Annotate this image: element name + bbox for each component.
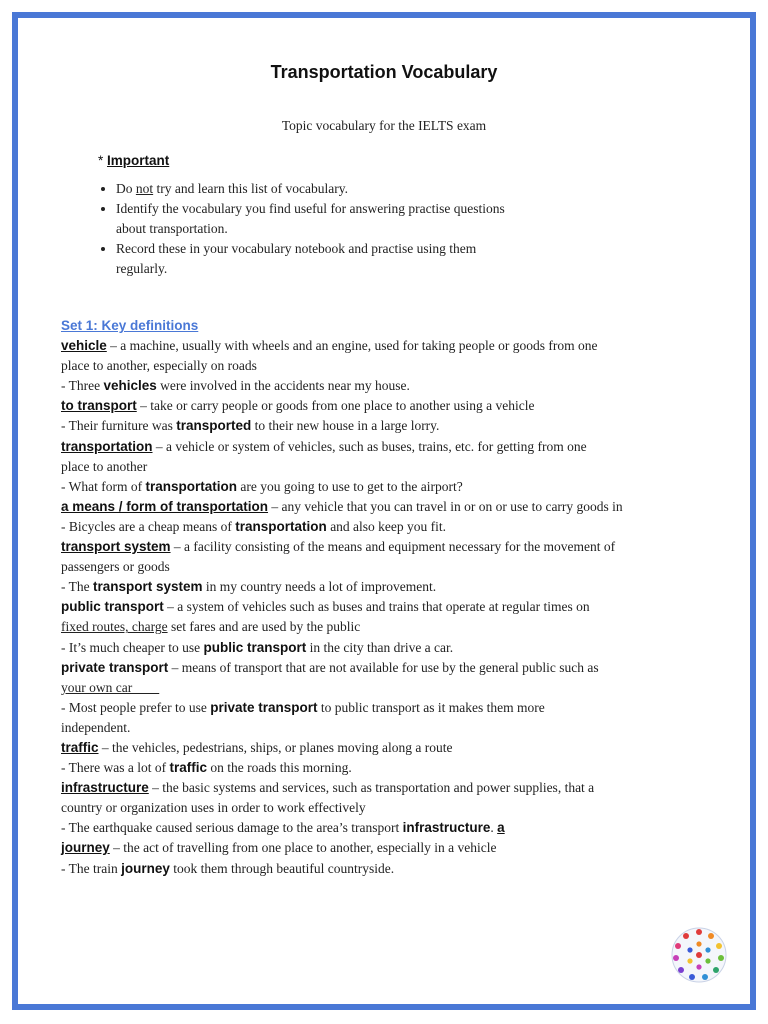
example-line [61,477,741,497]
definition-line [61,537,741,557]
definitions-section [61,316,741,879]
example-text: - What form of [61,478,146,494]
example-keyword: traffic [169,760,207,776]
definition-text: passengers or goods [61,559,170,575]
definition-text: – a facility consisting of the means and equipment necessary for the movement of [170,539,616,555]
example-text: - The [61,579,93,595]
example-line [61,718,741,738]
definition-text: – the basic systems and services, such as transportation and power supplies, that a [148,780,595,796]
example-line [61,758,741,778]
definition-line [61,798,741,818]
definition-text: – any vehicle that you can travel in or on or use to carry goods in [268,498,623,514]
example-text: are you going to use to get to the airport? [237,478,463,494]
definition-line [61,336,741,356]
definition-line [61,557,741,577]
list-item [116,179,616,199]
note-text: Identify the vocabulary you find useful for answering practise questions [116,201,505,216]
example-line [61,376,741,396]
definition-line [61,396,741,416]
example-line [61,698,741,718]
note-text: regularly. [116,261,168,276]
example-keyword: journey [121,860,170,876]
definition-text: set fares and are used by the public [167,619,361,635]
example-keyword: infrastructure [402,820,491,836]
definition-text: place to another, especially on roads [61,358,257,374]
example-line [61,859,741,879]
example-keyword: transportation [145,478,237,494]
example-text: - Their furniture was [61,418,177,434]
definition-text: – take or carry people or goods from one place to another using a vehicle [136,398,535,414]
definition-line [61,497,741,517]
example-text: and also keep you fit. [326,518,447,534]
important-star: * [98,153,108,168]
vocab-term: traffic [61,739,99,755]
example-line [61,577,741,597]
definition-text: – means of transport that are not available for use by the general public such as [168,659,599,675]
definition-text: – the vehicles, pedestrians, ships, or planes moving along a route [98,739,453,755]
definition-line [61,778,741,798]
example-keyword: transport system [93,579,203,595]
example-line [61,818,741,838]
example-text: in the city than drive a car. [306,639,454,655]
example-text: . [490,820,498,836]
example-text: on the roads this morning. [206,760,352,776]
document-page [12,12,756,1010]
definition-text: country or organization uses in order to work effectively [61,800,366,816]
definition-text: – a vehicle or system of vehicles, such as buses, trains, etc. for getting from one [152,438,587,454]
vocab-term: infrastructure [61,780,149,796]
definition-text: – a system of vehicles such as buses and trains that operate at regular times on [163,599,590,615]
example-text: - Three [61,378,104,394]
example-keyword: transportation [235,518,327,534]
definition-text: – the act of travelling from one place to another, especially in a vehicle [109,840,497,856]
example-text: - The earthquake caused serious damage to the area’s transport [61,820,403,836]
example-keyword: private transport [210,699,318,715]
definition-line [61,738,741,758]
vocab-term: a means / form of transportation [61,498,269,514]
definition-line [61,617,741,637]
important-note-heading [98,153,169,168]
definition-line [61,678,741,698]
page-title: Transportation Vocabulary [270,62,498,82]
definition-line [61,437,741,457]
vocab-term: private transport [61,659,169,675]
note-emphasis: not [135,181,154,196]
important-notes-list [76,179,616,279]
list-item [116,239,616,279]
definition-line [61,597,741,617]
definition-line [61,658,741,678]
example-line [61,638,741,658]
globe-people-icon [670,926,728,984]
vocab-term: transport system [61,539,171,555]
vocab-term: public transport [61,599,164,615]
example-text: independent. [61,719,131,735]
vocab-term: to transport [61,398,137,414]
example-keyword: public transport [203,639,307,655]
note-text: about transportation. [116,221,228,236]
definition-line [61,356,741,376]
example-text: to their new house in a large lorry. [251,418,440,434]
note-text: try and learn this list of vocabulary. [153,181,348,196]
example-text: - Most people prefer to use [61,699,211,715]
important-label: Important [107,153,170,168]
note-text: Do [116,181,136,196]
set-heading[interactable]: Set 1: Key definitions [61,318,199,333]
example-text: - There was a lot of [61,760,170,776]
definition-text: – a machine, usually with wheels and an engine, used for taking people or goods from one [106,338,598,354]
definition-emphasis: fixed routes, charge [61,619,168,635]
vocab-term: transportation [61,438,153,454]
list-item [116,199,616,239]
definition-text: place to another [61,458,148,474]
vocab-term: journey [61,840,110,856]
example-line [61,416,741,436]
note-text: Record these in your vocabulary notebook and practise using them [116,241,477,256]
vocab-term: vehicle [61,338,107,354]
page-subtitle: Topic vocabulary for the IELTS exam [281,118,487,133]
example-text: to public transport as it makes them more [317,699,545,715]
example-text: took them through beautiful countryside. [169,860,395,876]
definition-line [61,838,741,858]
example-line [61,517,741,537]
vocab-term-fragment: a [497,820,505,836]
example-text: - It’s much cheaper to use [61,639,204,655]
example-keyword: transported [176,418,252,434]
example-text: in my country needs a lot of improvement. [202,579,437,595]
example-text: were involved in the accidents near my house. [156,378,410,394]
definition-line [61,457,741,477]
example-keyword: vehicles [103,378,157,394]
definition-emphasis: your own car [61,679,160,695]
example-text: - The train [61,860,122,876]
example-text: - Bicycles are a cheap means of [61,518,236,534]
